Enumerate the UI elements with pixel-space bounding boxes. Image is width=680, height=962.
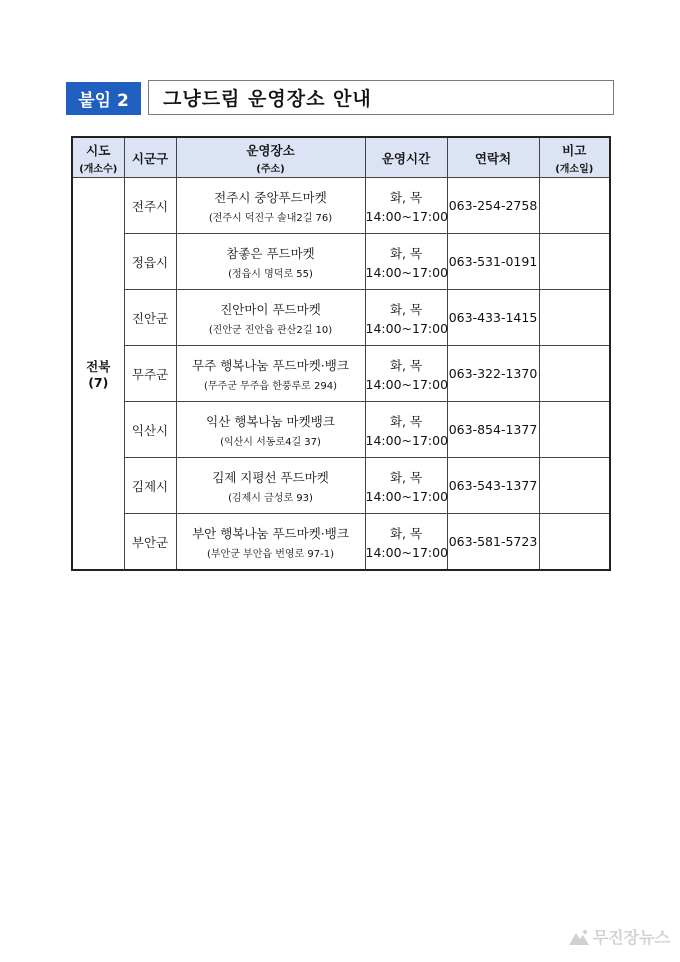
table-row <box>72 514 610 571</box>
hours-time: 14:00~17:00 <box>365 320 449 336</box>
table-row <box>72 234 610 290</box>
table-row <box>72 346 610 402</box>
hours-days: 화, 목 <box>389 245 423 261</box>
col-contact-header: 연락처 <box>447 137 539 178</box>
place-name: 부안 행복나눔 푸드마켓·뱅크 <box>192 525 349 541</box>
phone-cell: 063-581-5723 <box>447 514 539 571</box>
watermark: 무진장뉴스 <box>569 925 670 948</box>
note-cell <box>539 458 610 514</box>
phone-cell: 063-543-1377 <box>447 458 539 514</box>
hours-cell <box>365 178 447 234</box>
hours-time: 14:00~17:00 <box>365 264 449 280</box>
place-address: (김제시 금성로 93) <box>228 492 313 504</box>
table-row <box>72 178 610 234</box>
phone-cell: 063-854-1377 <box>447 402 539 458</box>
hours-days: 화, 목 <box>389 469 423 485</box>
note-cell <box>539 234 610 290</box>
place-name: 무주 행복나눔 푸드마켓·뱅크 <box>192 357 349 373</box>
city-cell: 전주시 <box>124 178 176 234</box>
hours-cell <box>365 514 447 571</box>
place-address: (전주시 덕진구 솔내2길 76) <box>208 212 333 224</box>
table-row <box>72 402 610 458</box>
place-cell <box>176 346 365 402</box>
place-cell <box>176 290 365 346</box>
hours-days: 화, 목 <box>389 357 423 373</box>
note-cell <box>539 514 610 571</box>
city-cell: 진안군 <box>124 290 176 346</box>
province-count: (7) <box>88 375 109 390</box>
note-cell <box>539 178 610 234</box>
place-cell <box>176 402 365 458</box>
note-cell <box>539 346 610 402</box>
table-header-row <box>72 137 610 178</box>
col-province-header: 시도 (개소수) <box>72 137 124 178</box>
hours-cell <box>365 346 447 402</box>
place-name: 참좋은 푸드마켓 <box>226 245 315 261</box>
hours-time: 14:00~17:00 <box>365 376 449 392</box>
attachment-badge: 붙임 2 <box>66 82 141 115</box>
hours-days: 화, 목 <box>389 301 423 317</box>
place-name: 김제 지평선 푸드마켓 <box>212 469 329 485</box>
city-cell: 김제시 <box>124 458 176 514</box>
place-address: (진안군 진안읍 관산2길 10) <box>208 324 333 336</box>
city-cell: 정읍시 <box>124 234 176 290</box>
city-cell: 무주군 <box>124 346 176 402</box>
table-row <box>72 290 610 346</box>
place-cell <box>176 234 365 290</box>
hours-time: 14:00~17:00 <box>365 208 449 224</box>
place-address: (정읍시 명덕로 55) <box>228 268 313 280</box>
city-cell: 익산시 <box>124 402 176 458</box>
phone-cell: 063-433-1415 <box>447 290 539 346</box>
col-hours-header: 운영시간 <box>365 137 447 178</box>
province-name: 전북 <box>86 359 111 374</box>
page-title: 그냥드림 운영장소 안내 <box>148 80 614 115</box>
note-cell <box>539 290 610 346</box>
phone-cell: 063-531-0191 <box>447 234 539 290</box>
hours-time: 14:00~17:00 <box>365 432 449 448</box>
place-cell <box>176 178 365 234</box>
hours-cell <box>365 458 447 514</box>
province-cell <box>72 178 124 571</box>
table-row <box>72 458 610 514</box>
place-name: 전주시 중앙푸드마켓 <box>214 189 327 205</box>
place-cell <box>176 458 365 514</box>
hours-time: 14:00~17:00 <box>365 488 449 504</box>
note-cell <box>539 402 610 458</box>
place-address: (무주군 무주읍 한풍루로 294) <box>203 380 338 392</box>
phone-cell: 063-322-1370 <box>447 346 539 402</box>
hours-days: 화, 목 <box>389 525 423 541</box>
location-table <box>71 136 611 571</box>
place-name: 진안마이 푸드마켓 <box>220 301 321 317</box>
col-note-header: 비고 (개소일) <box>539 137 610 178</box>
city-cell: 부안군 <box>124 514 176 571</box>
col-city-header: 시군구 <box>124 137 176 178</box>
mountain-logo-icon <box>569 929 589 945</box>
place-cell <box>176 514 365 571</box>
hours-cell <box>365 290 447 346</box>
hours-time: 14:00~17:00 <box>365 544 449 560</box>
col-place-header: 운영장소 (주소) <box>176 137 365 178</box>
place-address: (익산시 서동로4길 37) <box>220 436 321 448</box>
hours-days: 화, 목 <box>389 413 423 429</box>
place-address: (부안군 부안읍 번영로 97-1) <box>207 548 334 560</box>
hours-cell <box>365 234 447 290</box>
hours-days: 화, 목 <box>389 189 423 205</box>
phone-cell: 063-254-2758 <box>447 178 539 234</box>
place-name: 익산 행복나눔 마켓뱅크 <box>206 413 335 429</box>
hours-cell <box>365 402 447 458</box>
